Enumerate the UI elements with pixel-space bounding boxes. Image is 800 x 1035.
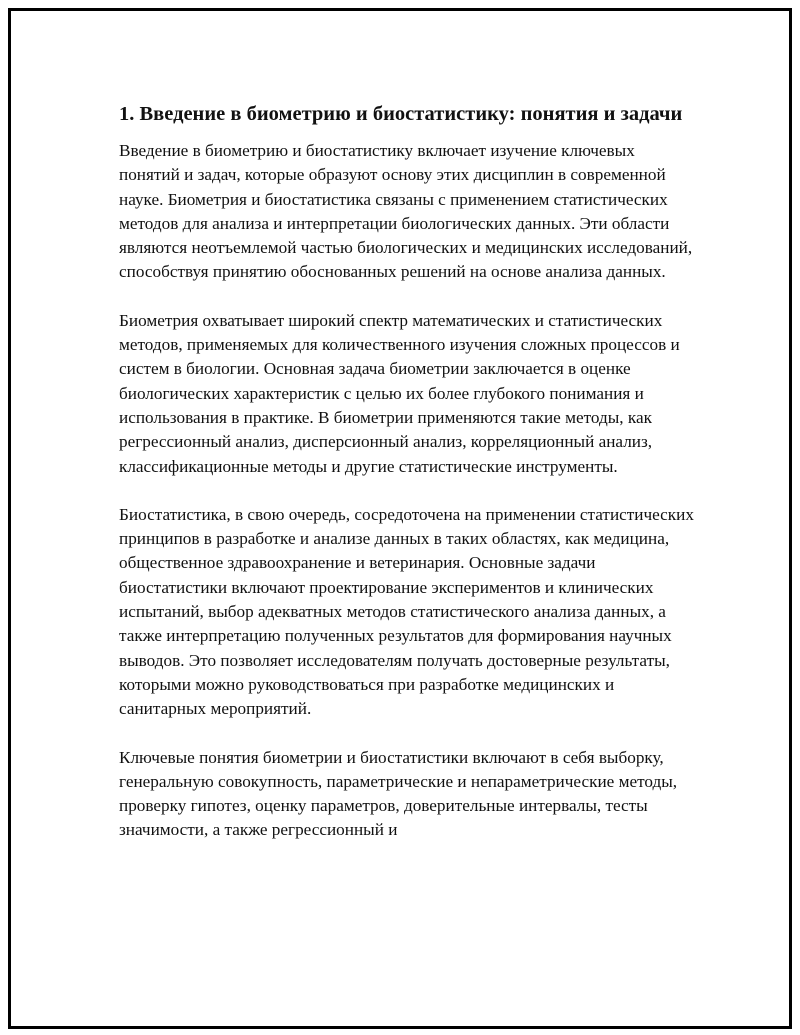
paragraph-introduction: Введение в биометрию и биостатистику включает изучение ключевых понятий и задач, которые образуют основу этих дисциплин в современной науке. Биометрия и биостатистика связаны с применением статистических методов для анализа и интерпретации биологических данных. Эти области являются неотъемлемой частью биологических и медицинских исследований, способствуя принятию обоснованных решений на основе анализа данных. (119, 141, 693, 282)
paragraph-biostatistics: Биостатистика, в свою очередь, сосредоточена на применении статистических принципов в разработке и анализе данных в таких областях, как медицина, общественное здравоохранение и ветеринария. Основные задачи биостатистики включают проектирование экспериментов и клинических испытаний, выбор адекватных методов статистического анализа данных, а также интерпретацию полученных результатов для формирования научных выводов. Это позволяет исследователям получать достоверные результаты, которыми можно руководствоваться при разработке медицинских и санитарных мероприятий. (119, 504, 694, 719)
document-body (119, 99, 699, 867)
paragraph-key-concepts: Ключевые понятия биометрии и биостатистики включают в себя выборку, генеральную совокупность, параметрические и непараметрические методы, проверку гипотез, оценку параметров, доверительные интервалы, тесты значимости, а также регрессионный и (119, 747, 678, 840)
paragraph-biometry: Биометрия охватывает широкий спектр математических и статистических методов, применяемых для количественного изучения сложных процессов и систем в биологии. Основная задача биометрии заключается в оценке биологических характеристик с целью их более глубокого понимания и использования в практике. В биометрии применяются такие методы, как регрессионный анализ, дисперсионный анализ, корреляционный анализ, классификационные методы и другие статистические инструменты. (119, 310, 680, 476)
document-page (8, 8, 792, 1029)
section-heading: 1. Введение в биометрию и биостатистику: понятия и задачи (119, 103, 683, 125)
